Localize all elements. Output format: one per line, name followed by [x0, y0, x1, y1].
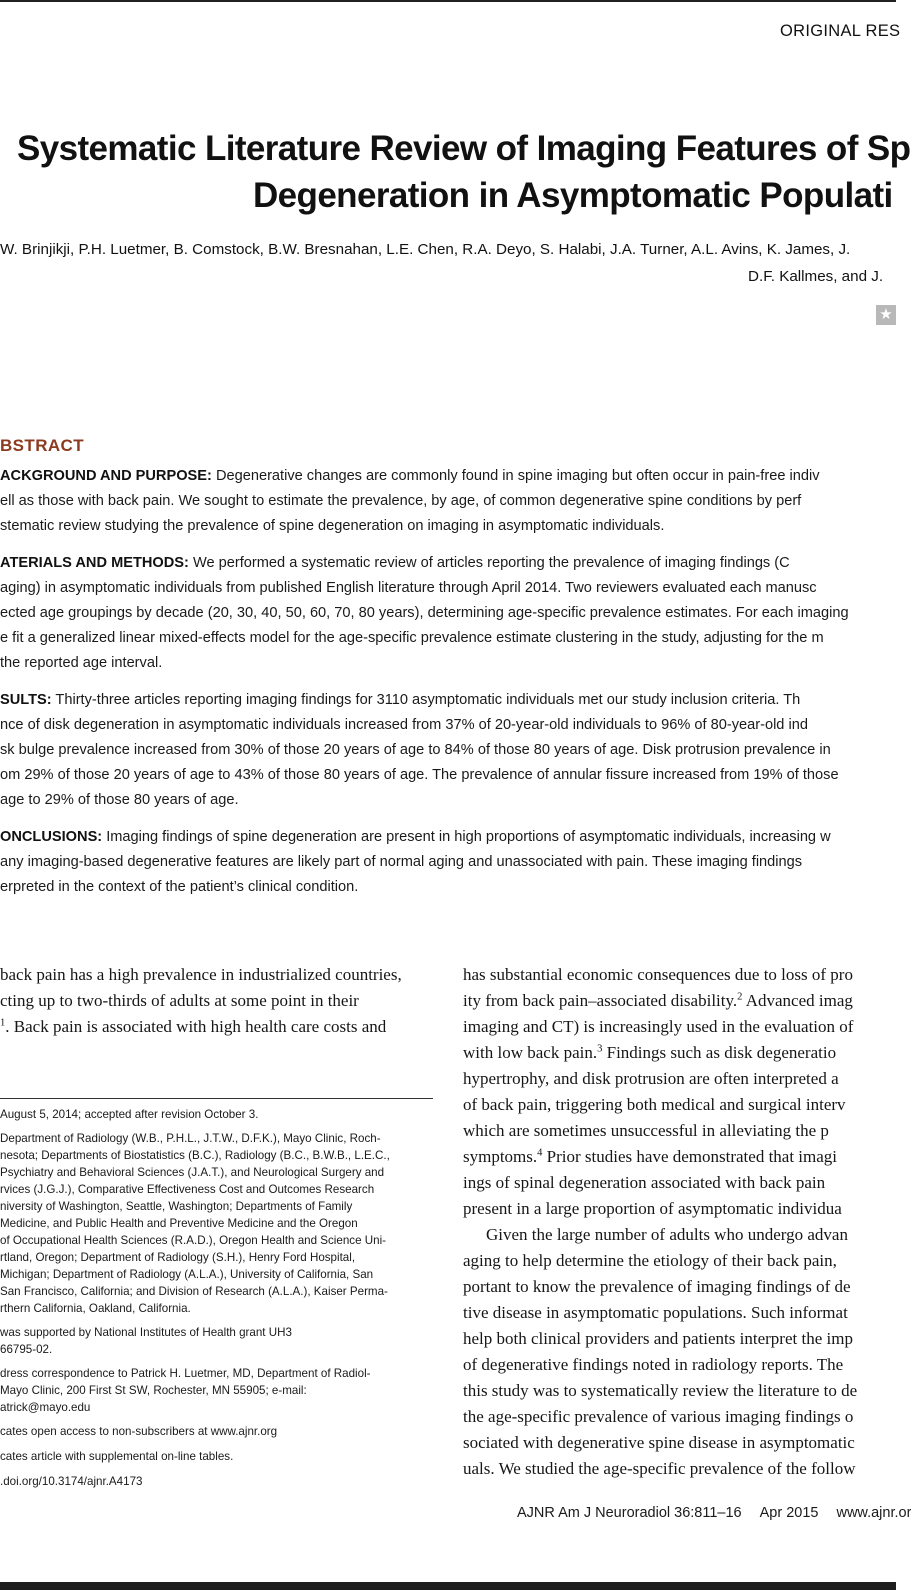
body-right-line: with low back pain.$^3$ Findings such as disk degeneratio — [463, 1043, 837, 1062]
body-right-line: has substantial economic consequences due to loss of pro — [463, 965, 853, 984]
abstract-results-line: om 29% of those 20 years of age to 43% of those 80 years of age. The prevalence of annular fissure increased from 19% of those — [0, 767, 839, 783]
body-right-line: aging to help determine the etiology of their back pain, — [463, 1251, 837, 1270]
citation-ref: 4 — [537, 1147, 543, 1159]
abstract-background-line: ell as those with back pain. We sought to estimate the prevalence, by age, of common degenerative spine conditions by perf — [0, 493, 802, 509]
body-right-line: hypertrophy, and disk protrusion are often interpreted a — [463, 1069, 839, 1088]
body-right-line: help both clinical providers and patients interpret the imp — [463, 1329, 853, 1348]
journal-footer — [517, 1505, 911, 1521]
abstract-results-label: SULTS: — [0, 692, 52, 708]
abstract-results-line: SULTS: Thirty-three articles reporting imaging findings for 3110 asymptomatic individuals met our study inclusion criteria. Th — [0, 692, 801, 708]
footnote-divider — [0, 1098, 433, 1099]
footnote-line: cates article with supplemental on-line tables. — [0, 1450, 234, 1463]
body-left-line: cting up to two-thirds of adults at some point in their — [0, 991, 359, 1010]
footnote-line: nesota; Departments of Biostatistics (B.C.), Radiology (B.C., B.W.B., L.E.C., — [0, 1149, 390, 1162]
footnote-line: rtland, Oregon; Department of Radiology (S.H.), Henry Ford Hospital, — [0, 1251, 356, 1264]
footnote-line: Psychiatry and Behavioral Sciences (J.A.T.), and Neurological Surgery and — [0, 1166, 385, 1179]
footnote-line: Mayo Clinic, 200 First St SW, Rochester, MN 55905; e-mail: — [0, 1384, 307, 1397]
footnote-line: rthern California, Oakland, California. — [0, 1302, 191, 1315]
body-right-line: imaging and CT) is increasingly used in the evaluation of — [463, 1017, 854, 1036]
abstract-methods-line: ATERIALS AND METHODS: We performed a systematic review of articles reporting the prevalence of imaging findings (C — [0, 555, 790, 571]
citation-ref: 1 — [0, 1017, 6, 1029]
body-right-line: ity from back pain–associated disability.$^2$ Advanced imag — [463, 991, 853, 1010]
journal-website-link[interactable]: www.ajnr.or — [836, 1505, 911, 1521]
abstract-methods-label: ATERIALS AND METHODS: — [0, 555, 189, 571]
bottom-bar — [0, 1582, 896, 1590]
footnote-line: of Occupational Health Sciences (R.A.D.), Oregon Health and Science Uni- — [0, 1234, 387, 1247]
abstract-conclusions-label: ONCLUSIONS: — [0, 829, 103, 845]
footnote-line: cates open access to non-subscribers at www.ajnr.org — [0, 1425, 278, 1438]
footnote-line: was supported by National Institutes of Health grant UH3 — [0, 1326, 292, 1339]
abstract-results-line: sk bulge prevalence increased from 30% of those 20 years of age to 84% of those 80 years of age. Disk protrusion prevalence in — [0, 742, 831, 758]
body-right-line: Given the large number of adults who undergo advan — [486, 1225, 848, 1244]
body-right-line: this study was to systematically review the literature to de — [463, 1381, 858, 1400]
abstract-conclusions-line: erpreted in the context of the patient’s clinical condition. — [0, 879, 359, 895]
abstract-conclusions-line: ONCLUSIONS: Imaging findings of spine degeneration are present in high proportions of asymptomatic individuals, increasing w — [0, 829, 831, 845]
footnote-line: 66795-02. — [0, 1343, 53, 1356]
footnote-line: Medicine, and Public Health and Preventive Medicine and the Oregon — [0, 1217, 358, 1230]
abstract-background-label: ACKGROUND AND PURPOSE: — [0, 468, 212, 484]
footnote-email-line[interactable]: atrick@mayo.edu — [0, 1401, 91, 1414]
body-right-line: uals. We studied the age-specific prevalence of the follow — [463, 1459, 856, 1478]
body-right-line: ings of spinal degeneration associated with back pain — [463, 1173, 826, 1192]
footnote-line: Department of Radiology (W.B., P.H.L., J.T.W., D.F.K.), Mayo Clinic, Roch- — [0, 1132, 381, 1145]
abstract-methods-line: the reported age interval. — [0, 655, 163, 671]
body-right-line: sociated with degenerative spine disease in asymptomatic — [463, 1433, 855, 1452]
author-list-line-2: D.F. Kallmes, and J. — [748, 268, 884, 285]
body-right-line: portant to know the prevalence of imaging findings of de — [463, 1277, 851, 1296]
journal-citation: AJNR Am J Neuroradiol 36:811–16 — [517, 1505, 742, 1521]
abstract-background-line: stematic review studying the prevalence of spine degeneration on imaging in asymptomatic individuals. — [0, 518, 665, 534]
body-right-line: which are sometimes unsuccessful in alleviating the p — [463, 1121, 829, 1140]
abstract-conclusions-line: any imaging-based degenerative features are likely part of normal aging and unassociated with pain. These imaging findings — [0, 854, 803, 870]
body-left-line: $^1$. Back pain is associated with high health care costs and — [0, 1017, 387, 1036]
footnote-doi-link[interactable]: .doi.org/10.3174/ajnr.A4173 — [0, 1475, 143, 1488]
article-title-line-1: Systematic Literature Review of Imaging Features of Sp — [17, 129, 911, 168]
footnote-line: niversity of Washington, Seattle, Washington; Departments of Family — [0, 1200, 353, 1213]
body-right-line: tive disease in asymptomatic populations. Such informat — [463, 1303, 848, 1322]
abstract-results-line: age to 29% of those 80 years of age. — [0, 792, 239, 808]
author-list-line-1: W. Brinjikji, P.H. Luetmer, B. Comstock, B.W. Bresnahan, L.E. Chen, R.A. Deyo, S. Halabi, J.A. Turner, A.L. Avins, K. James, J. — [0, 241, 851, 258]
abstract-methods-line: aging) in asymptomatic individuals from published English literature through April 2014. Two reviewers evaluated each manusc — [0, 580, 817, 596]
section-label: ORIGINAL RES — [780, 22, 901, 40]
abstract-methods-line: ected age groupings by decade (20, 30, 40, 50, 60, 70, 80 years), determining age-specific prevalence estimates. For each imaging — [0, 605, 849, 621]
footnote-line: San Francisco, California; and Division of Research (A.L.A.), Kaiser Perma- — [0, 1285, 388, 1298]
journal-date: Apr 2015 — [759, 1505, 819, 1521]
body-left-line: back pain has a high prevalence in industrialized countries, — [0, 965, 402, 984]
body-right-line: present in a large proportion of asymptomatic individua — [463, 1199, 842, 1218]
footnote-line: Michigan; Department of Radiology (A.L.A.), University of California, San — [0, 1268, 374, 1281]
body-right-line: the age-specific prevalence of various imaging findings o — [463, 1407, 854, 1426]
body-right-line: symptoms.$^4$ Prior studies have demonstrated that imagi — [463, 1147, 838, 1166]
body-right-line: of back pain, triggering both medical and surgical interv — [463, 1095, 846, 1114]
body-right-line: of degenerative findings noted in radiology reports. The — [463, 1355, 844, 1374]
abstract-results-line: nce of disk degeneration in asymptomatic individuals increased from 37% of 20-year-old individuals to 96% of 80-year-old ind — [0, 717, 808, 733]
citation-ref: 3 — [597, 1043, 603, 1055]
open-access-star-icon: ★ — [876, 305, 896, 325]
footnote-line: August 5, 2014; accepted after revision October 3. — [0, 1108, 259, 1121]
top-rule — [0, 0, 896, 2]
abstract-methods-line: e fit a generalized linear mixed-effects model for the age-specific prevalence estimate clustering in the study, adjusting for the m — [0, 630, 824, 646]
citation-ref: 2 — [737, 991, 743, 1003]
footnote-line: dress correspondence to Patrick H. Luetmer, MD, Department of Radiol- — [0, 1367, 371, 1380]
abstract-heading: BSTRACT — [0, 436, 85, 455]
article-title-line-2: Degeneration in Asymptomatic Populati — [253, 176, 893, 215]
abstract-background-line: ACKGROUND AND PURPOSE: Degenerative changes are commonly found in spine imaging but often occur in pain-free indiv — [0, 468, 820, 484]
footnote-line: rvices (J.G.J.), Comparative Effectiveness Cost and Outcomes Research — [0, 1183, 375, 1196]
